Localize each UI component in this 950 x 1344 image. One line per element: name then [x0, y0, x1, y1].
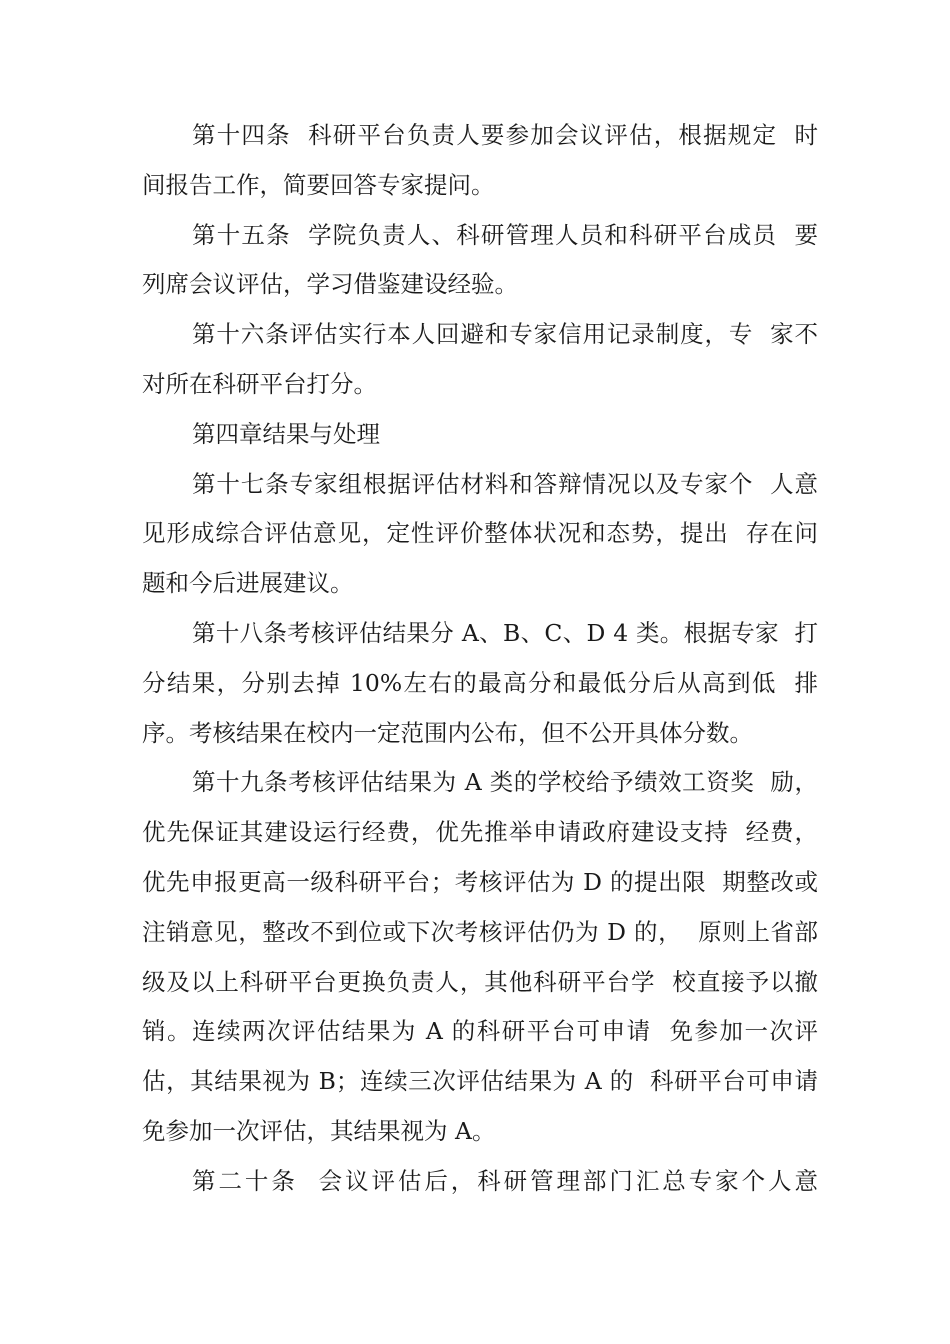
paragraph-first-line: 第十四条 科研平台负责人要参加会议评估，根据规定 时 — [192, 121, 818, 149]
paragraph-first-line: 第四章结果与处理 — [192, 419, 380, 448]
paragraph-line: 序。考核结果在校内一定范围内公布，但不公开具体分数。 — [142, 718, 753, 747]
paragraph-line: 见形成综合评估意见，定性评价整体状况和态势，提出 存在问 — [142, 519, 818, 548]
paragraph-line: 优先保证其建设运行经费，优先推举申请政府建设支持 经费， — [142, 818, 818, 847]
paragraph-line: 优先申报更高一级科研平台；考核评估为 D 的提出限 期整改或 — [142, 867, 818, 896]
paragraph-line: 免参加一次评估，其结果视为 A。 — [142, 1116, 496, 1145]
paragraph-line: 销。连续两次评估结果为 A 的科研平台可申请 免参加一次评 — [142, 1017, 818, 1046]
paragraph-first-line: 第十八条考核评估结果分 A、B、C、D 4 类。根据专家 打 — [192, 618, 818, 647]
paragraph-first-line: 第十五条 学院负责人、科研管理人员和科研平台成员 要 — [192, 220, 818, 249]
paragraph-line: 题和今后进展建议。 — [142, 569, 354, 598]
paragraph-first-line: 第十七条专家组根据评估材料和答辩情况以及专家个 人意 — [192, 469, 818, 498]
paragraph-first-line: 第十六条评估实行本人回避和专家信用记录制度，专 家不 — [192, 320, 818, 349]
paragraph-line: 分结果，分别去掉 10%左右的最高分和最低分后从高到低 排 — [142, 668, 818, 697]
document-body — [142, 111, 818, 1207]
paragraph-line: 估，其结果视为 B；连续三次评估结果为 A 的 科研平台可申请 — [142, 1067, 818, 1096]
paragraph-line: 注销意见，整改不到位或下次考核评估仍为 D 的， 原则上省部 — [142, 917, 818, 946]
paragraph-first-line: 第十九条考核评估结果为 A 类的学校给予绩效工资奖 励， — [192, 768, 818, 797]
paragraph-line: 列席会议评估，学习借鉴建设经验。 — [142, 270, 518, 299]
paragraph-line: 级及以上科研平台更换负责人，其他科研平台学 校直接予以撤 — [142, 967, 818, 996]
paragraph-line: 对所在科研平台打分。 — [142, 369, 377, 398]
paragraph-line: 间报告工作，简要回答专家提问。 — [142, 170, 495, 199]
paragraph-first-line: 第二十条 会议评估后，科研管理部门汇总专家个人意 — [192, 1166, 818, 1195]
